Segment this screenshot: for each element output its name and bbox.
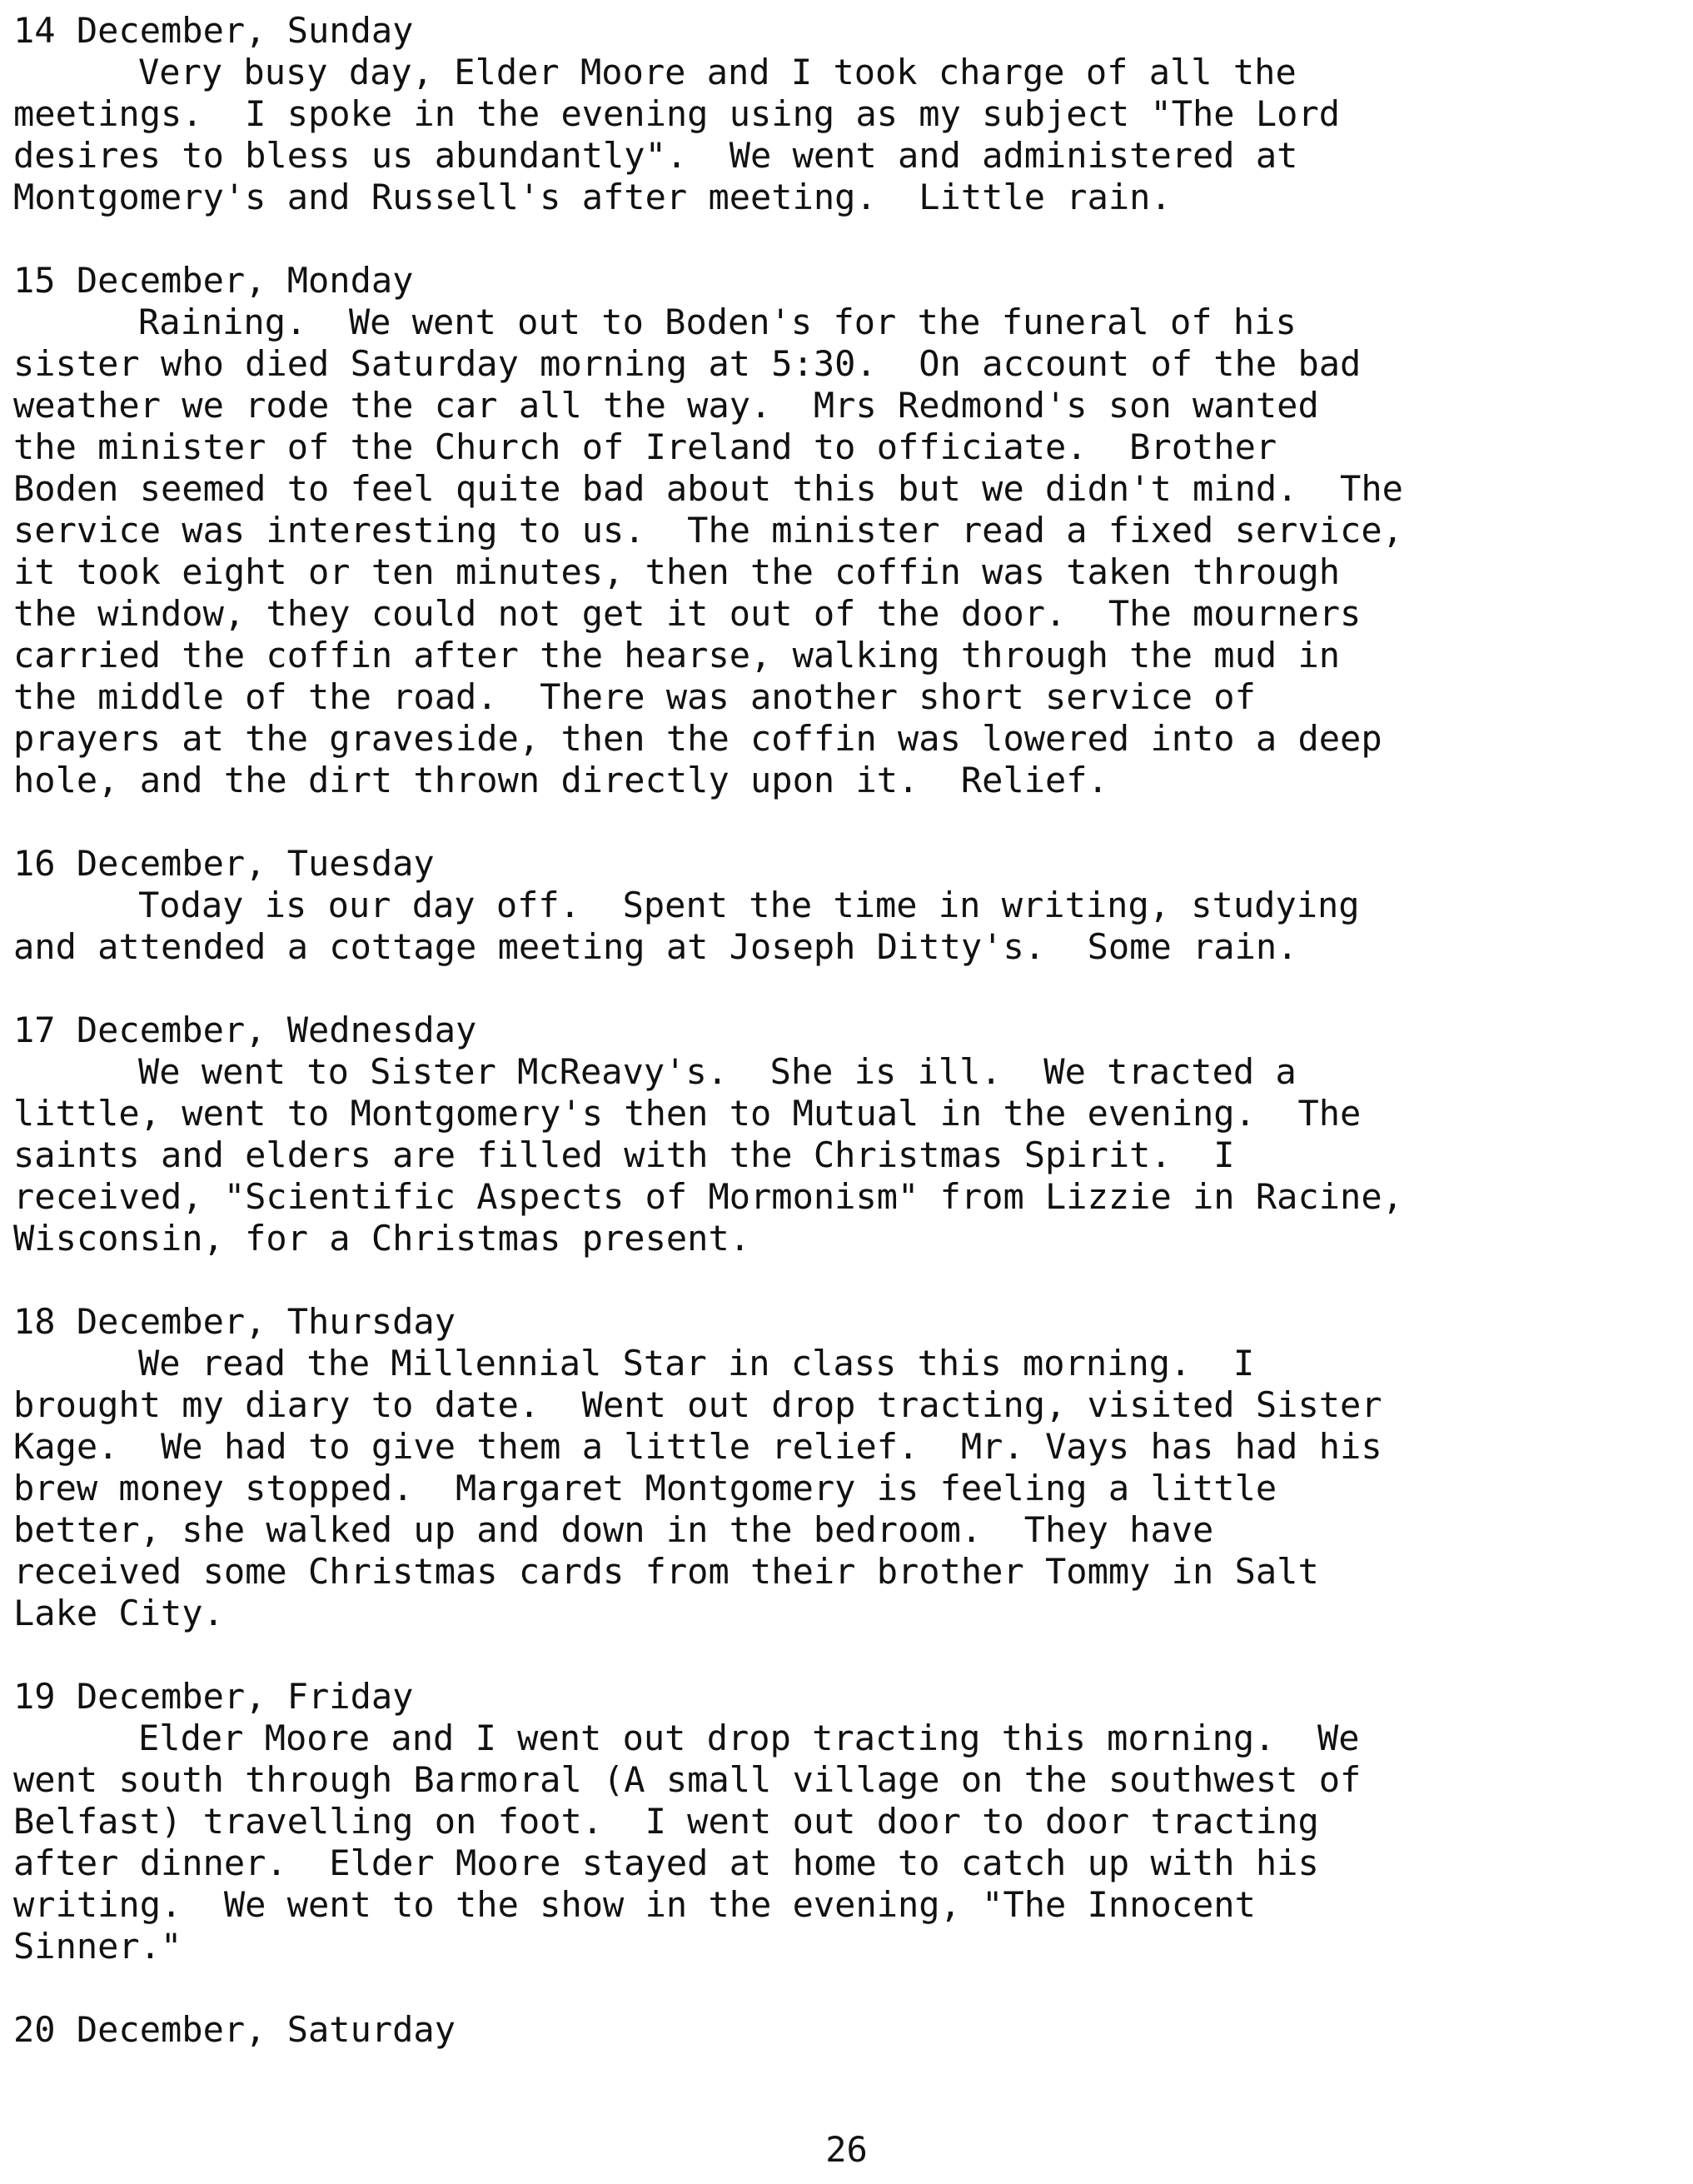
entry-line: Raining. We went out to Boden's for the funeral of his [138,302,1297,342]
entry-line: and attended a cottage meeting at Joseph Ditty's. Some rain. [13,926,1298,967]
entry-line: writing. We went to the show in the evening, "The Innocent [13,1884,1256,1925]
entry-line: received some Christmas cards from their brother Tommy in Salt [13,1551,1319,1592]
entry-line: service was interesting to us. The minister read a fixed service, [13,510,1403,551]
entry-date-header: 18 December, Thursday [13,1301,456,1342]
entry-date-header: 20 December, Saturday [13,2009,456,2050]
entry-line: Lake City. [13,1593,224,1633]
entry-line: after dinner. Elder Moore stayed at home to catch up with his [13,1842,1319,1883]
entry-line: carried the coffin after the hearse, walking through the mud in [13,635,1341,676]
entry-line: Montgomery's and Russell's after meeting. Little rain. [13,177,1172,217]
entry-line: We went to Sister McReavy's. She is ill. We tracted a [138,1051,1297,1092]
entry-line: We read the Millennial Star in class this morning. I [138,1343,1255,1384]
diary-entry-18-december [13,1301,1679,1634]
entry-line: brew money stopped. Margaret Montgomery is feeling a little [13,1468,1277,1508]
diary-entry-19-december [13,1676,1679,1967]
entry-line: saints and elders are filled with the Christmas Spirit. I [13,1134,1235,1175]
entry-date-header: 15 December, Monday [13,260,414,301]
entry-line: Belfast) travelling on foot. I went out door to door tracting [13,1801,1319,1842]
entry-date-header: 17 December, Wednesday [13,1010,477,1050]
entry-line: Today is our day off. Spent the time in writing, studying [138,885,1360,925]
entry-line: Elder Moore and I went out drop tracting this morning. We [138,1718,1360,1758]
diary-entry-15-december [13,260,1679,801]
entry-line: better, she walked up and down in the bedroom. They have [13,1509,1214,1550]
entry-line: the middle of the road. There was another short service of [13,676,1256,717]
entry-line: the window, they could not get it out of the door. The mourners [13,593,1362,634]
entry-line: Very busy day, Elder Moore and I took charge of all the [138,52,1297,92]
entry-line: went south through Barmoral (A small village on the southwest of [13,1759,1362,1800]
entry-line: brought my diary to date. Went out drop tracting, visited Sister [13,1384,1382,1425]
diary-entry-20-december [13,2009,1679,2051]
diary-entry-14-december [13,10,1679,218]
entry-line: Kage. We had to give them a little relief. Mr. Vays has had his [13,1426,1382,1467]
entry-date-header: 14 December, Sunday [13,10,414,51]
entry-date-header: 19 December, Friday [13,1676,414,1717]
entry-line: prayers at the graveside, then the coffin was lowered into a deep [13,718,1382,759]
entry-line: Wisconsin, for a Christmas present. [13,1218,751,1259]
entry-line: meetings. I spoke in the evening using as my subject "The Lord [13,93,1341,134]
entry-line: it took eight or ten minutes, then the coffin was taken through [13,551,1341,592]
diary-text [13,10,1679,2092]
entry-line: desires to bless us abundantly". We went and administered at [13,135,1298,176]
entry-line: weather we rode the car all the way. Mrs Redmond's son wanted [13,385,1319,426]
entry-line: little, went to Montgomery's then to Mutual in the evening. The [13,1093,1362,1134]
entry-line: Boden seemed to feel quite bad about this but we didn't mind. The [13,468,1403,509]
page-number: 26 [825,2129,868,2170]
diary-entry-17-december [13,1010,1679,1259]
entry-line: received, "Scientific Aspects of Mormonism" from Lizzie in Racine, [13,1176,1403,1217]
entry-line: hole, and the dirt thrown directly upon it. Relief. [13,760,1108,800]
entry-line: the minister of the Church of Ireland to officiate. Brother [13,426,1277,467]
diary-entry-16-december [13,843,1679,968]
entry-date-header: 16 December, Tuesday [13,843,435,884]
entry-line: Sinner." [13,1926,182,1967]
entry-line: sister who died Saturday morning at 5:30. On account of the bad [13,343,1362,384]
